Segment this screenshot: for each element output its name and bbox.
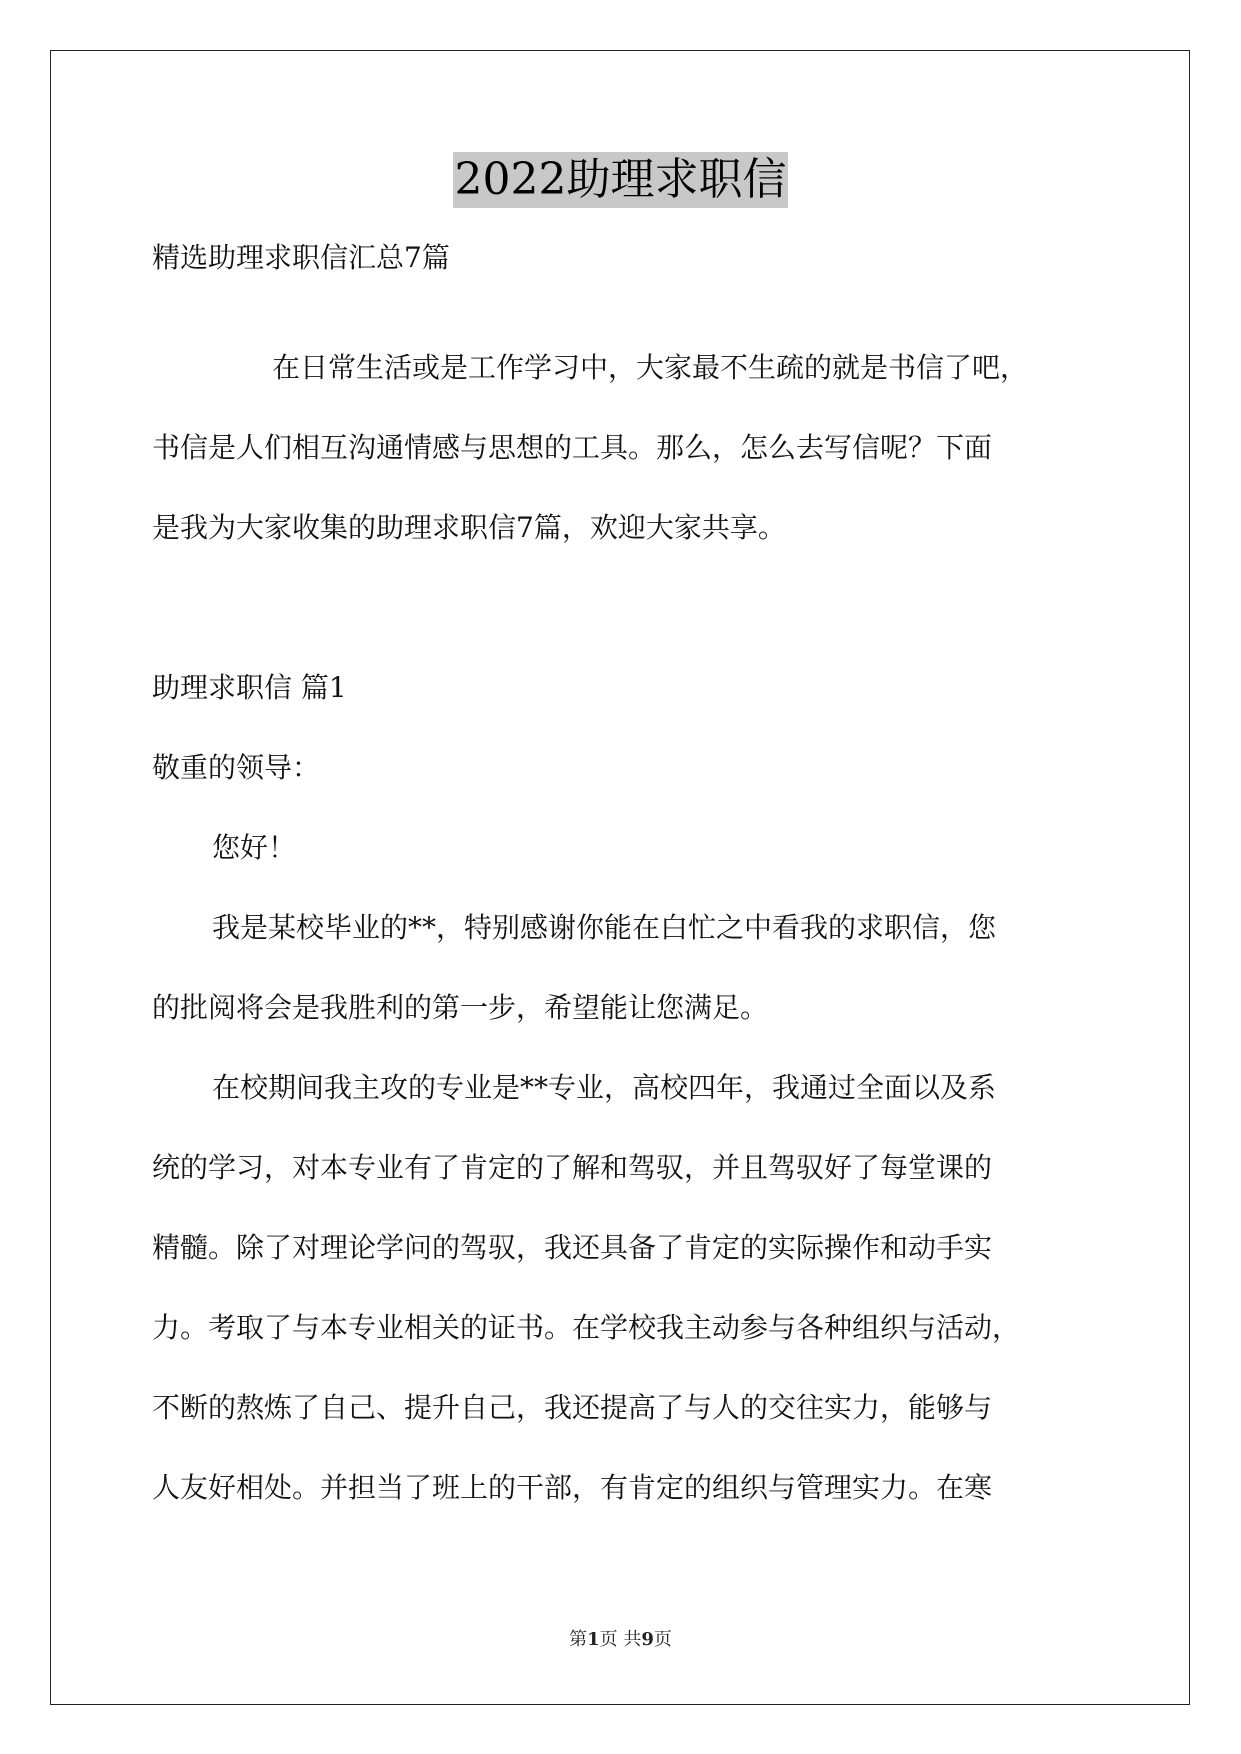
page-prefix: 第 [569,1629,588,1650]
salutation: 敬重的领导： [152,751,321,784]
page-mid: 页 共 [599,1629,642,1650]
page-total: 9 [641,1629,654,1650]
title-container [0,152,1241,208]
document-title: 2022助理求职信 [453,152,789,208]
greeting: 您好！ [212,831,297,864]
section-heading: 助理求职信 篇1 [152,671,347,704]
page-current: 1 [587,1629,600,1650]
page-suffix: 页 [653,1629,672,1650]
paragraph-line: 的批阅将会是我胜利的第一步，希望能让您满足。 [152,991,769,1024]
paragraph-line: 我是某校毕业的**，特别感谢你能在白忙之中看我的求职信，您 [212,911,997,944]
paragraph-line: 不断的熬炼了自己、提升自己，我还提高了与人的交往实力，能够与 [152,1391,993,1424]
paragraph-line: 书信是人们相互沟通情感与思想的工具。那么，怎么去写信呢？下面 [152,431,993,464]
paragraph-line: 在校期间我主攻的专业是**专业，高校四年，我通过全面以及系 [212,1071,997,1104]
paragraph-line: 人友好相处。并担当了班上的干部，有肯定的组织与管理实力。在寒 [152,1471,993,1504]
page-border [50,50,1190,1705]
paragraph-line: 在日常生活或是工作学习中，大家最不生疏的就是书信了吧， [272,351,1029,384]
paragraph-line: 精髓。除了对理论学问的驾驭，我还具备了肯定的实际操作和动手实 [152,1231,993,1264]
paragraph-line: 力。考取了与本专业相关的证书。在学校我主动参与各种组织与活动， [152,1311,1021,1344]
paragraph-line: 统的学习，对本专业有了肯定的了解和驾驭，并且驾驭好了每堂课的 [152,1151,993,1184]
page-footer [0,1628,1241,1652]
paragraph-line: 是我为大家收集的助理求职信7篇，欢迎大家共享。 [152,511,786,544]
document-subtitle: 精选助理求职信汇总7篇 [152,241,450,274]
